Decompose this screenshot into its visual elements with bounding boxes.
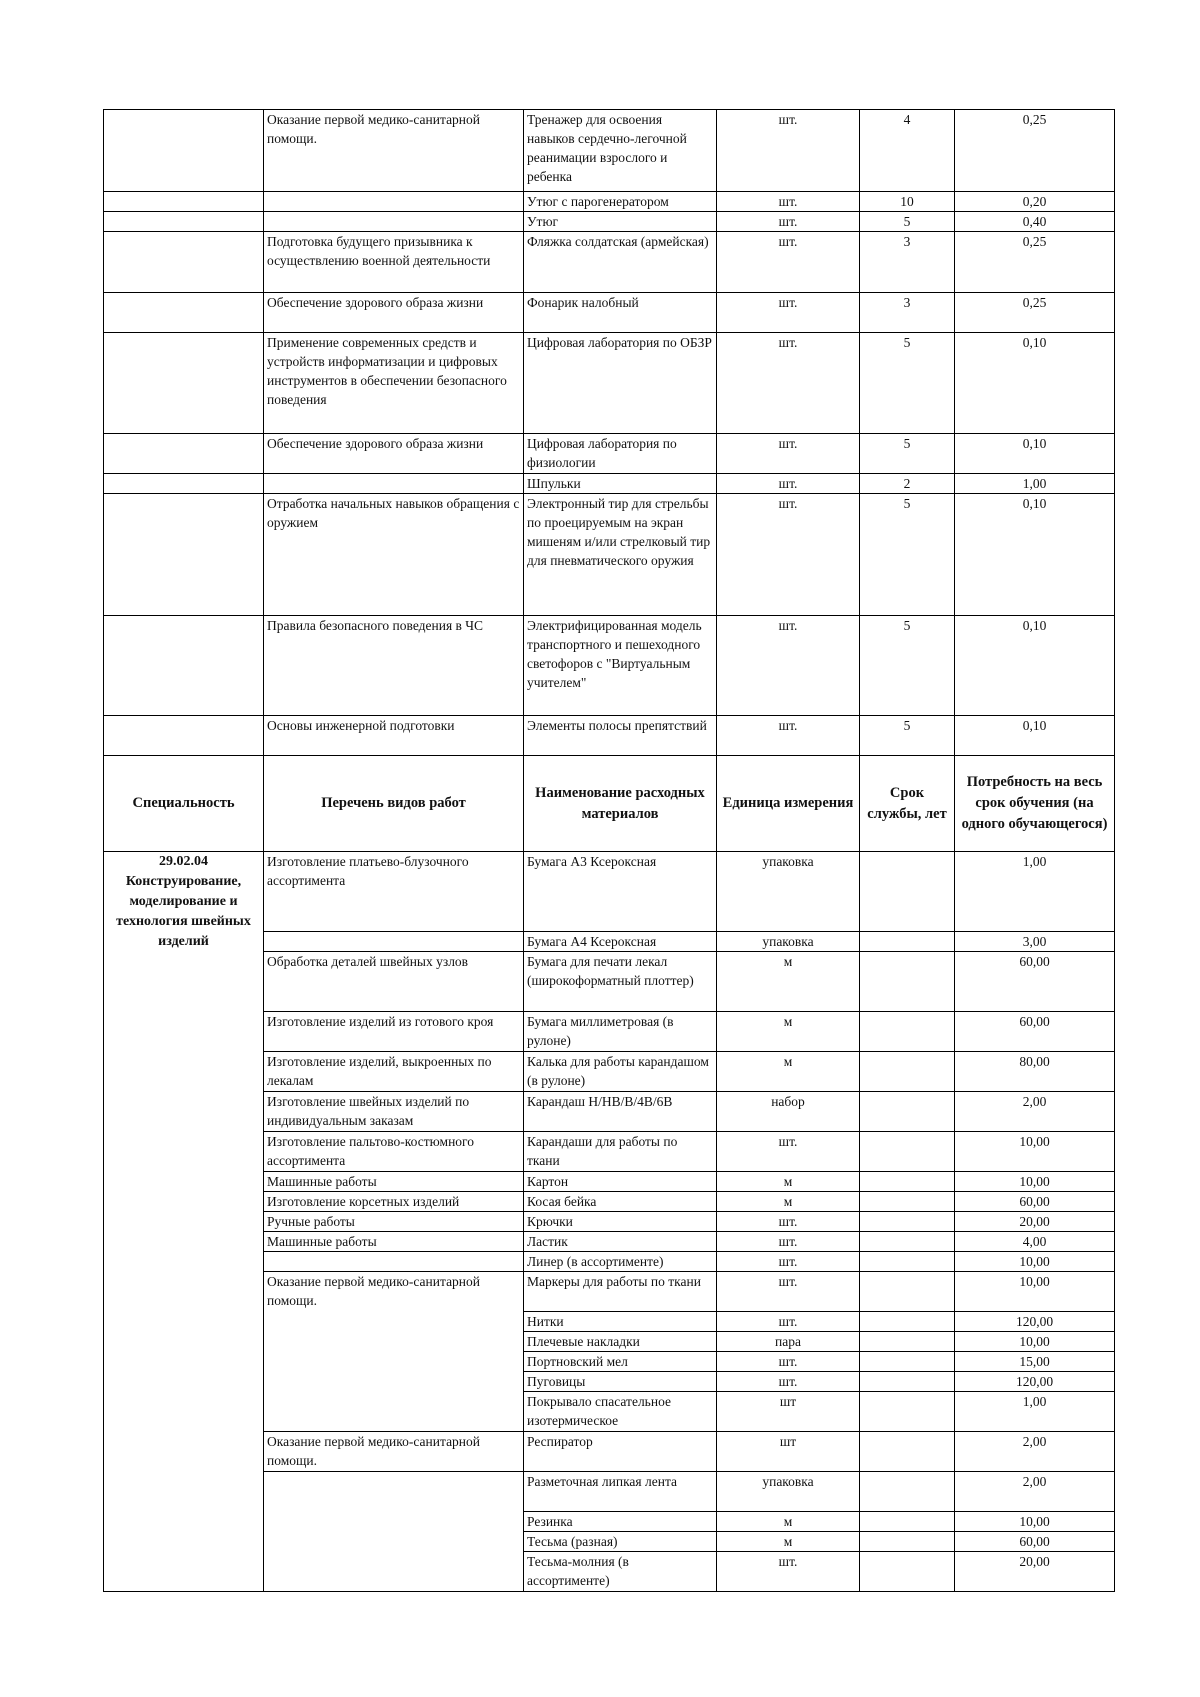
material-cell: Резинка xyxy=(524,1512,717,1532)
unit-cell: шт. xyxy=(717,716,860,756)
table-row xyxy=(104,434,1115,474)
table-row xyxy=(104,474,1115,494)
work-cell: Обеспечение здорового образа жизни xyxy=(264,293,524,333)
table-row xyxy=(104,110,1115,192)
need-cell: 20,00 xyxy=(955,1212,1115,1232)
need-cell: 10,00 xyxy=(955,1252,1115,1272)
table-row xyxy=(104,212,1115,232)
unit-cell: набор xyxy=(717,1092,860,1132)
work-cell xyxy=(264,192,524,212)
need-cell: 1,00 xyxy=(955,852,1115,932)
service-life-cell xyxy=(860,1132,955,1172)
service-life-cell: 10 xyxy=(860,192,955,212)
work-cell: Обеспечение здорового образа жизни xyxy=(264,434,524,474)
need-cell: 60,00 xyxy=(955,952,1115,1012)
service-life-cell xyxy=(860,852,955,932)
unit-cell: шт. xyxy=(717,333,860,434)
service-life-cell xyxy=(860,1092,955,1132)
work-cell: Применение современных средств и устройств информатизации и цифровых инструментов в обеспечении безопасного поведения xyxy=(264,333,524,434)
need-cell: 10,00 xyxy=(955,1332,1115,1352)
work-cell: Изготовление изделий, выкроенных по лекалам xyxy=(264,1052,524,1092)
need-cell: 60,00 xyxy=(955,1532,1115,1552)
unit-cell: м xyxy=(717,1192,860,1212)
service-life-cell xyxy=(860,1472,955,1512)
specialty-cell xyxy=(104,474,264,494)
unit-cell: шт. xyxy=(717,1212,860,1232)
work-cell: Подготовка будущего призывника к осуществлению военной деятельности xyxy=(264,232,524,293)
work-cell: Изготовление корсетных изделий xyxy=(264,1192,524,1212)
service-life-cell: 3 xyxy=(860,293,955,333)
need-cell: 0,20 xyxy=(955,192,1115,212)
unit-cell: шт. xyxy=(717,232,860,293)
work-cell: Основы инженерной подготовки xyxy=(264,716,524,756)
header-row xyxy=(104,756,1115,852)
service-life-cell xyxy=(860,1372,955,1392)
service-life-cell xyxy=(860,952,955,1012)
unit-cell: м xyxy=(717,1532,860,1552)
work-cell: Оказание первой медико-санитарной помощи. xyxy=(264,1432,524,1472)
need-cell: 10,00 xyxy=(955,1172,1115,1192)
unit-cell: шт. xyxy=(717,494,860,616)
material-cell: Карандаш H/HB/B/4B/6B xyxy=(524,1092,717,1132)
need-cell: 0,25 xyxy=(955,232,1115,293)
service-life-cell xyxy=(860,1532,955,1552)
unit-cell: шт. xyxy=(717,434,860,474)
need-cell: 1,00 xyxy=(955,474,1115,494)
unit-cell: м xyxy=(717,1052,860,1092)
service-life-cell xyxy=(860,1172,955,1192)
work-cell xyxy=(264,932,524,952)
need-cell: 15,00 xyxy=(955,1352,1115,1372)
table-row xyxy=(104,716,1115,756)
work-cell: Оказание первой медико-санитарной помощи. xyxy=(264,1272,524,1432)
specialty-cell xyxy=(104,616,264,716)
material-cell: Крючки xyxy=(524,1212,717,1232)
unit-cell: упаковка xyxy=(717,1472,860,1512)
material-cell: Разметочная липкая лента xyxy=(524,1472,717,1512)
header-work-list: Перечень видов работ xyxy=(264,756,524,852)
need-cell: 0,25 xyxy=(955,293,1115,333)
material-cell: Бумага миллиметровая (в рулоне) xyxy=(524,1012,717,1052)
service-life-cell xyxy=(860,932,955,952)
material-cell: Электрифицированная модель транспортного и пешеходного светофоров с "Виртуальным учителем" xyxy=(524,616,717,716)
specialty-cell xyxy=(104,716,264,756)
material-cell: Утюг xyxy=(524,212,717,232)
work-cell: Отработка начальных навыков обращения с оружием xyxy=(264,494,524,616)
need-cell: 120,00 xyxy=(955,1372,1115,1392)
work-cell: Изготовление платьево-блузочного ассортимента xyxy=(264,852,524,932)
service-life-cell xyxy=(860,1252,955,1272)
material-cell: Портновский мел xyxy=(524,1352,717,1372)
unit-cell: м xyxy=(717,1512,860,1532)
service-life-cell: 5 xyxy=(860,716,955,756)
table-row xyxy=(104,333,1115,434)
service-life-cell xyxy=(860,1192,955,1212)
material-cell: Фонарик налобный xyxy=(524,293,717,333)
unit-cell: шт. xyxy=(717,1232,860,1252)
need-cell: 80,00 xyxy=(955,1052,1115,1092)
specialty-cell xyxy=(104,232,264,293)
specialty-cell xyxy=(104,434,264,474)
service-life-cell: 5 xyxy=(860,616,955,716)
work-cell: Изготовление пальтово-костюмного ассортимента xyxy=(264,1132,524,1172)
material-cell: Бумага А3 Ксероксная xyxy=(524,852,717,932)
service-life-cell: 5 xyxy=(860,494,955,616)
material-cell: Фляжка солдатская (армейская) xyxy=(524,232,717,293)
unit-cell: шт. xyxy=(717,1272,860,1312)
work-cell: Ручные работы xyxy=(264,1212,524,1232)
material-cell: Бумага А4 Ксероксная xyxy=(524,932,717,952)
need-cell: 1,00 xyxy=(955,1392,1115,1432)
service-life-cell: 5 xyxy=(860,212,955,232)
header-material: Наименование расходных материалов xyxy=(524,756,717,852)
material-cell: Картон xyxy=(524,1172,717,1192)
unit-cell: шт. xyxy=(717,192,860,212)
service-life-cell xyxy=(860,1012,955,1052)
service-life-cell xyxy=(860,1432,955,1472)
material-cell: Утюг с парогенератором xyxy=(524,192,717,212)
need-cell: 10,00 xyxy=(955,1512,1115,1532)
work-cell: Машинные работы xyxy=(264,1172,524,1192)
table-row xyxy=(104,852,1115,932)
unit-cell: шт. xyxy=(717,1132,860,1172)
need-cell: 3,00 xyxy=(955,932,1115,952)
unit-cell: м xyxy=(717,1012,860,1052)
work-cell xyxy=(264,1472,524,1592)
unit-cell: шт xyxy=(717,1432,860,1472)
unit-cell: шт. xyxy=(717,616,860,716)
unit-cell: шт. xyxy=(717,1352,860,1372)
unit-cell: шт. xyxy=(717,110,860,192)
materials-table xyxy=(103,109,1115,1592)
need-cell: 4,00 xyxy=(955,1232,1115,1252)
work-cell xyxy=(264,1252,524,1272)
unit-cell: пара xyxy=(717,1332,860,1352)
need-cell: 0,10 xyxy=(955,616,1115,716)
header-specialty: Специальность xyxy=(104,756,264,852)
material-cell: Электронный тир для стрельбы по проецируемым на экран мишеням и/или стрелковый тир для пневматического оружия xyxy=(524,494,717,616)
need-cell: 0,40 xyxy=(955,212,1115,232)
specialty-cell xyxy=(104,494,264,616)
work-cell xyxy=(264,212,524,232)
unit-cell: шт. xyxy=(717,212,860,232)
service-life-cell: 5 xyxy=(860,333,955,434)
material-cell: Нитки xyxy=(524,1312,717,1332)
material-cell: Калька для работы карандашом (в рулоне) xyxy=(524,1052,717,1092)
need-cell: 0,10 xyxy=(955,333,1115,434)
table-row xyxy=(104,192,1115,212)
specialty-cell xyxy=(104,333,264,434)
service-life-cell: 5 xyxy=(860,434,955,474)
unit-cell: м xyxy=(717,952,860,1012)
material-cell: Тесьма (разная) xyxy=(524,1532,717,1552)
need-cell: 0,10 xyxy=(955,716,1115,756)
work-cell: Изготовление швейных изделий по индивидуальным заказам xyxy=(264,1092,524,1132)
unit-cell: шт. xyxy=(717,1372,860,1392)
specialty-name-cell: 29.02.04 Конструирование, моделирование и технология швейных изделий xyxy=(104,852,264,1592)
unit-cell: шт. xyxy=(717,293,860,333)
need-cell: 2,00 xyxy=(955,1432,1115,1472)
material-cell: Цифровая лаборатория по ОБЗР xyxy=(524,333,717,434)
service-life-cell xyxy=(860,1352,955,1372)
unit-cell: шт. xyxy=(717,1312,860,1332)
service-life-cell xyxy=(860,1052,955,1092)
need-cell: 0,10 xyxy=(955,434,1115,474)
need-cell: 60,00 xyxy=(955,1192,1115,1212)
material-cell: Тесьма-молния (в ассортименте) xyxy=(524,1552,717,1592)
specialty-cell xyxy=(104,192,264,212)
table-row xyxy=(104,616,1115,716)
specialty-cell xyxy=(104,212,264,232)
unit-cell: шт. xyxy=(717,1252,860,1272)
material-cell: Бумага для печати лекал (широкоформатный плоттер) xyxy=(524,952,717,1012)
specialty-cell xyxy=(104,293,264,333)
material-cell: Плечевые накладки xyxy=(524,1332,717,1352)
service-life-cell xyxy=(860,1332,955,1352)
material-cell: Карандаши для работы по ткани xyxy=(524,1132,717,1172)
work-cell: Правила безопасного поведения в ЧС xyxy=(264,616,524,716)
table-row xyxy=(104,232,1115,293)
service-life-cell xyxy=(860,1272,955,1312)
work-cell: Изготовление изделий из готового кроя xyxy=(264,1012,524,1052)
work-cell xyxy=(264,474,524,494)
material-cell: Косая бейка xyxy=(524,1192,717,1212)
need-cell: 0,25 xyxy=(955,110,1115,192)
service-life-cell xyxy=(860,1312,955,1332)
need-cell: 2,00 xyxy=(955,1472,1115,1512)
service-life-cell: 3 xyxy=(860,232,955,293)
unit-cell: шт xyxy=(717,1392,860,1432)
service-life-cell xyxy=(860,1512,955,1532)
header-need: Потребность на весь срок обучения (на одного обучающегося) xyxy=(955,756,1115,852)
material-cell: Покрывало спасательное изотермическое xyxy=(524,1392,717,1432)
service-life-cell xyxy=(860,1552,955,1592)
need-cell: 0,10 xyxy=(955,494,1115,616)
need-cell: 10,00 xyxy=(955,1272,1115,1312)
header-service-life: Срок службы, лет xyxy=(860,756,955,852)
material-cell: Линер (в ассортименте) xyxy=(524,1252,717,1272)
table-row xyxy=(104,494,1115,616)
unit-cell: шт. xyxy=(717,1552,860,1592)
material-cell: Пуговицы xyxy=(524,1372,717,1392)
specialty-cell xyxy=(104,110,264,192)
unit-cell: м xyxy=(717,1172,860,1192)
material-cell: Элементы полосы препятствий xyxy=(524,716,717,756)
unit-cell: шт. xyxy=(717,474,860,494)
service-life-cell xyxy=(860,1232,955,1252)
need-cell: 10,00 xyxy=(955,1132,1115,1172)
need-cell: 60,00 xyxy=(955,1012,1115,1052)
work-cell: Обработка деталей швейных узлов xyxy=(264,952,524,1012)
material-cell: Респиратор xyxy=(524,1432,717,1472)
unit-cell: упаковка xyxy=(717,852,860,932)
need-cell: 120,00 xyxy=(955,1312,1115,1332)
service-life-cell xyxy=(860,1212,955,1232)
work-cell: Машинные работы xyxy=(264,1232,524,1252)
material-cell: Ластик xyxy=(524,1232,717,1252)
material-cell: Тренажер для освоения навыков сердечно-легочной реанимации взрослого и ребенка xyxy=(524,110,717,192)
need-cell: 20,00 xyxy=(955,1552,1115,1592)
service-life-cell xyxy=(860,1392,955,1432)
material-cell: Цифровая лаборатория по физиологии xyxy=(524,434,717,474)
material-cell: Шпульки xyxy=(524,474,717,494)
material-cell: Маркеры для работы по ткани xyxy=(524,1272,717,1312)
service-life-cell: 4 xyxy=(860,110,955,192)
header-unit: Единица измерения xyxy=(717,756,860,852)
service-life-cell: 2 xyxy=(860,474,955,494)
table-row xyxy=(104,293,1115,333)
need-cell: 2,00 xyxy=(955,1092,1115,1132)
unit-cell: упаковка xyxy=(717,932,860,952)
work-cell: Оказание первой медико-санитарной помощи. xyxy=(264,110,524,192)
